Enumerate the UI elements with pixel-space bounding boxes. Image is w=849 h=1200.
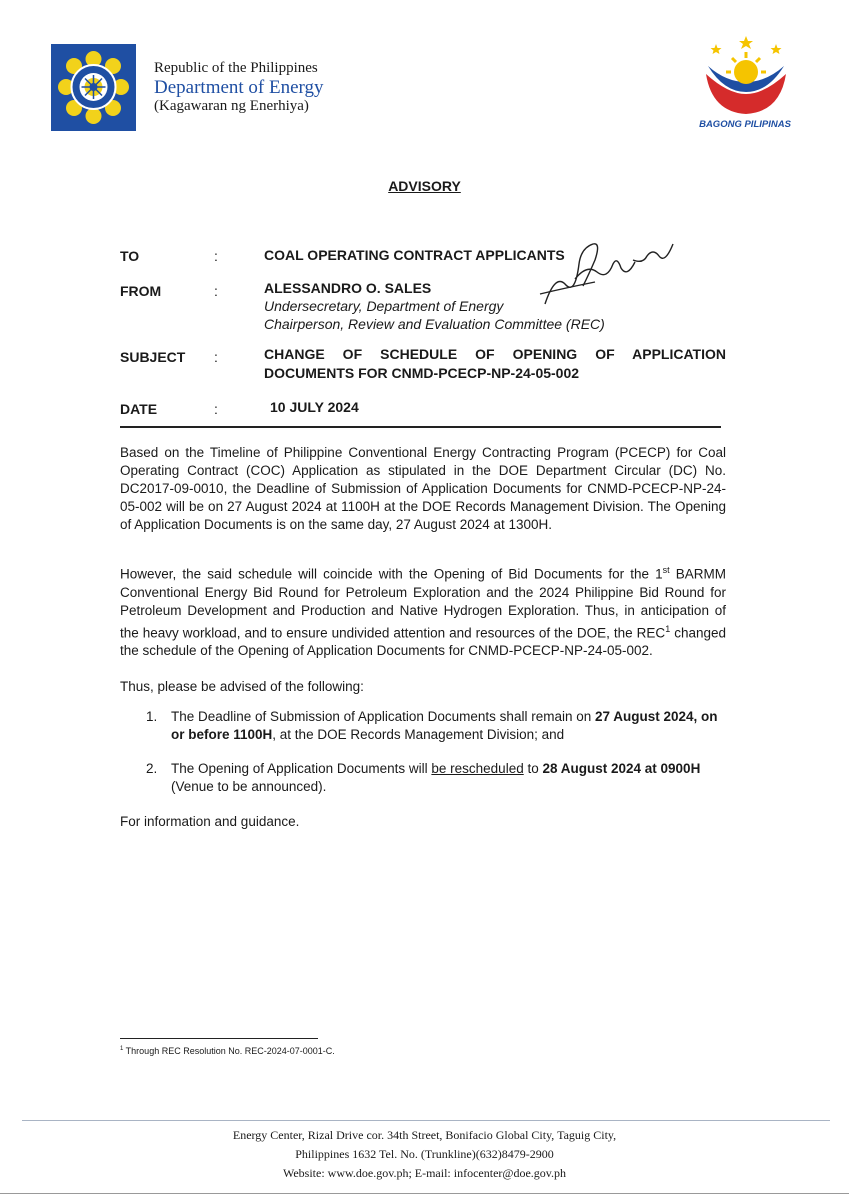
footer-divider <box>22 1120 830 1121</box>
footer-line-2: Philippines 1632 Tel. No. (Trunkline)(632)8479-2900 <box>295 1147 554 1161</box>
document-title: ADVISORY <box>388 178 461 194</box>
to-value: COAL OPERATING CONTRACT APPLICANTS <box>264 247 565 263</box>
from-title-1: Undersecretary, Department of Energy <box>264 298 504 314</box>
paragraph-3: Thus, please be advised of the following: <box>120 679 364 694</box>
subject-value <box>264 345 726 383</box>
republic-line: Republic of the Philippines <box>154 60 318 76</box>
footer-address <box>0 1126 849 1183</box>
list-item-1: 1. The Deadline of Submission of Application Documents shall remain on 27 August 2024, on or before 1100H, at the DOE Records Management Division; and <box>146 709 718 742</box>
paragraph-1: Based on the Timeline of Philippine Conventional Energy Contracting Program (PCECP) for Coal Operating Contract (COC) Application as stipulated in the DOE Department Circular (DC) No. DC2017-09-0010, the Deadline of Submission of Application Documents for CNMD-PCECP-NP-24-05-002 will be on 27 August 2024 at 1100H at the DOE Records Management Division. The Opening of Application Documents is on the same day, 27 August 2024 at 1300H. <box>120 445 726 532</box>
department-name: Department of Energy <box>154 77 324 98</box>
doe-seal-icon <box>51 44 136 131</box>
agency-name-block <box>154 60 324 115</box>
subject-line-1: CHANGE OF SCHEDULE OF OPENING OF APPLICATION <box>264 346 726 362</box>
footnote-divider <box>120 1038 318 1039</box>
paragraph-2: However, the said schedule will coincide with the Opening of Bid Documents for the 1st BARMM Conventional Energy Bid Round for Petroleum Exploration and the 2024 Philippine Bid Round for Petroleum Development and Production and Native Hydrogen Exploration. Thus, in anticipation of the heavy workload, and to ensure undivided attention and resources of the DOE, the REC$^1$ changed the schedule of the Opening of Application Documents for CNMD-PCECP-NP-24-05-002. <box>120 565 727 658</box>
date-value: 10 JULY 2024 <box>270 399 359 415</box>
from-label: FROM <box>120 283 162 299</box>
subject-line-2: DOCUMENTS FOR CNMD-PCECP-NP-24-05-002 <box>264 365 580 381</box>
bagong-pilipinas-label: BAGONG PILIPINAS <box>699 119 791 130</box>
from-title-2: Chairperson, Review and Evaluation Committee (REC) <box>264 316 605 332</box>
footer-line-1: Energy Center, Rizal Drive cor. 34th Street, Bonifacio Global City, Taguig City, <box>232 1128 617 1142</box>
list-item-2: 2. The Opening of Application Documents will be rescheduled to 28 August 2024 at 0900H (Venue to be announced). <box>146 761 701 794</box>
from-name: ALESSANDRO O. SALES <box>264 280 432 296</box>
page-bottom-rule <box>0 1193 849 1194</box>
date-colon: : <box>214 401 218 417</box>
to-label: TO <box>120 248 140 264</box>
signature-icon <box>535 234 685 314</box>
header-divider <box>120 426 721 428</box>
subject-label: SUBJECT <box>120 349 186 365</box>
footer-line-3: Website: www.doe.gov.ph; E-mail: infocenter@doe.gov.ph <box>282 1166 566 1180</box>
subject-colon: : <box>214 349 218 365</box>
department-name-filipino: (Kagawaran ng Enerhiya) <box>154 98 309 114</box>
footnote: $^1$ Through REC Resolution No. REC-2024-07-0001-C. <box>120 1046 335 1056</box>
from-colon: : <box>214 283 218 299</box>
closing-line: For information and guidance. <box>120 814 300 829</box>
date-label: DATE <box>120 401 158 417</box>
to-colon: : <box>214 248 218 264</box>
